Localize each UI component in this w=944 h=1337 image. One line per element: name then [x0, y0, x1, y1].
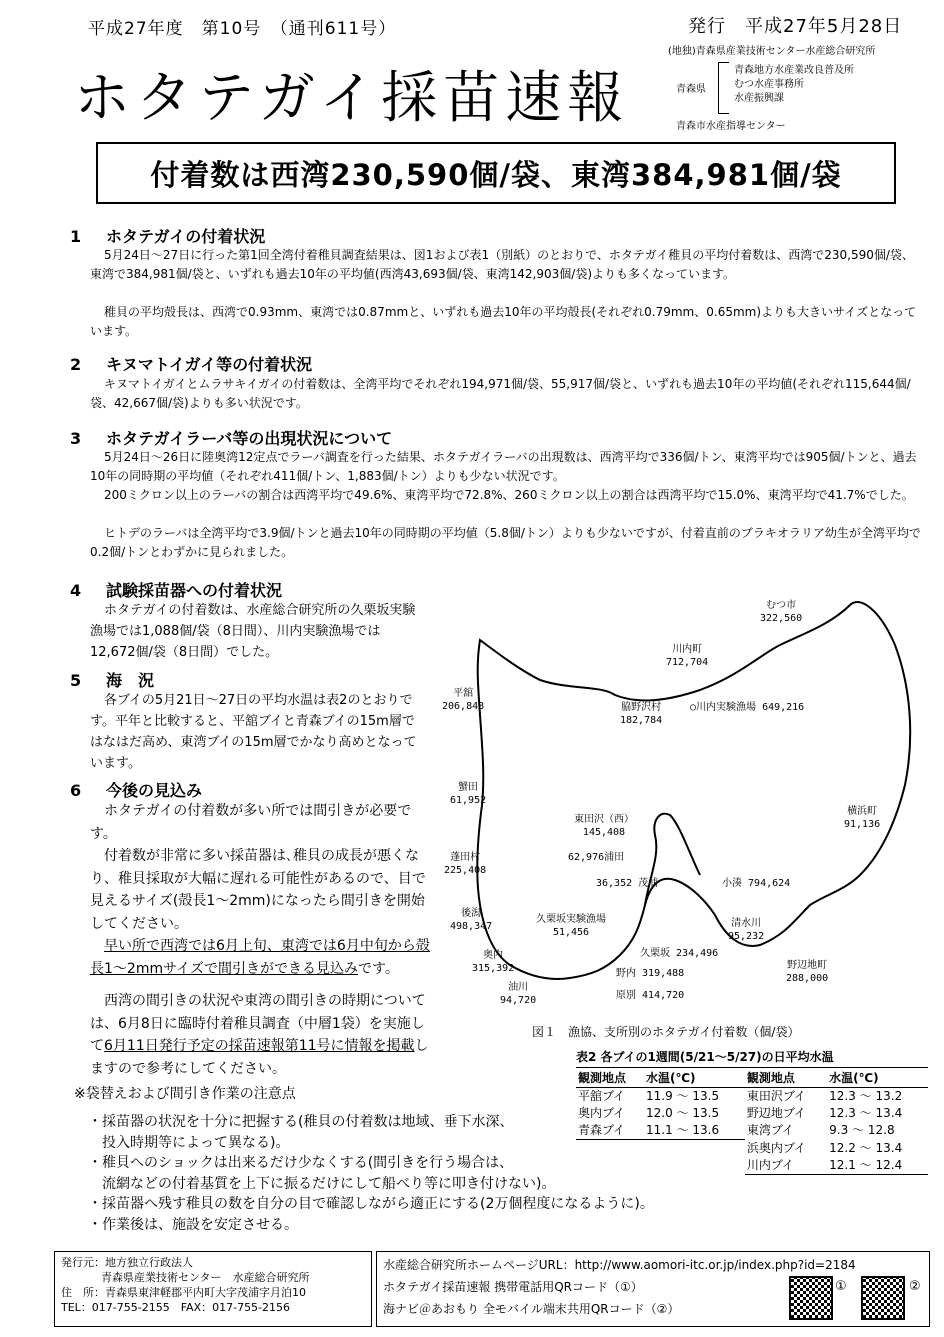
org-list [734, 64, 854, 106]
map-label-kawauchi-exp: ○川内実験漁場 649,216 [690, 702, 805, 713]
map-label-yokohama: 横浜町 91,136 [844, 806, 881, 830]
publisher-label: 発行元：地方独立行政法人 [61, 1256, 193, 1269]
table-title: 表2 各ブイの1週間(5/21～5/27)の日平均水温 [576, 1050, 834, 1064]
org-item: 青森地方水産業改良普及所 [734, 65, 854, 76]
qr2-label: 海ナビ＠あおもり 全モバイル端末共用QRコード（②） [383, 1302, 680, 1316]
table-row: 青森ブイ 11.1 ～ 13.6 東湾ブイ 9.3 ～ 12.8 [576, 1122, 928, 1140]
masthead-title: ホタテガイ採苗速報 [74, 66, 630, 131]
map-label-mutsu: むつ市 322,560 [760, 600, 803, 624]
section-3-para-1: 5月24日～26日に陸奥湾12定点でラーバ調査を行った結果、ホタテガイラーバの出現数は、西湾平均で336個/トン、東湾平均では905個/トンと、過去10年の同時期の平均値（それぞれ411個/トン、1,883個/トン）よりも少ない状況です。 [90, 450, 917, 483]
map-caption: 図１ 漁協、支所別のホタテガイ付着数（個/袋） [532, 1025, 800, 1039]
section-2-para-1: キヌマトイガイとムラサキイガイの付着数は、全湾平均でそれぞれ194,971個/袋、55,917個/袋と、いずれも過去10年の平均値(それぞれ115,644個/袋、42,667個/袋)よりも多い状況です。 [90, 377, 911, 410]
headline-box: 付着数は西湾230,590個/袋、東湾384,981個/袋 [96, 142, 896, 204]
notes-list [88, 1112, 654, 1235]
section-6-para-4: 西湾の間引きの状況や東湾の間引きの時期については、6月8日に臨時付着稚貝調査（中層1袋）を実施して6月11日発行予定の採苗速報第11号に情報を掲載しますので参考にしてください。 [90, 993, 429, 1077]
org-bracket [718, 62, 729, 114]
pref-label: 青森県 [676, 84, 706, 95]
table-row: 奥内ブイ 12.0 ～ 13.5 野辺地ブイ 12.3 ～ 13.4 [578, 1106, 903, 1120]
org-item: 水産振興課 [734, 93, 784, 104]
note-item: ・稚貝へのショックは出来るだけ少なくする(間引きを行う場合は、 [88, 1155, 514, 1171]
map-label-yomogita: 蓬田村 225,408 [444, 852, 487, 876]
section-3-para-2: 200ミクロン以上のラーバの割合は西湾平均で49.6%、東湾平均で72.8%、260ミクロン以上の割合は西湾平均で15.0%、東湾平均で41.7%でした。 [104, 488, 914, 502]
section-5-para-1: 各ブイの5月21日～27日の平均水温は表2のとおりです。平年と比較すると、平舘ブイと青森ブイの15m層ではなはだ高め、東湾ブイの15m層でかなり高めとなっています。 [90, 693, 417, 771]
publisher-tel: TEL：017-755-2155 FAX：017-755-2156 [61, 1301, 291, 1314]
map-label-urata: 62,976浦田 [568, 852, 625, 863]
table-header: 水温(℃) [644, 1068, 745, 1088]
section-4-para-1: ホタテガイの付着数は、水産総合研究所の久栗坂実験漁場では1,088個/袋（8日間）、川内実験漁場では12,672個/袋（8日間）でした。 [90, 603, 416, 660]
table-row: 平舘ブイ 11.9 ～ 13.5 東田沢ブイ 12.3 ～ 13.2 [578, 1089, 903, 1103]
org-item: むつ水産事務所 [734, 79, 804, 90]
map-label-okunai: 奥内 315,392 [472, 950, 515, 974]
publish-date: 発行 平成27年5月28日 [688, 16, 903, 37]
bay-map [440, 585, 940, 1015]
section-1-para-1: 5月24日～27日に行った第1回全湾付着稚貝調査結果は、図1および表1（別紙）のとおりで、ホタテガイ稚貝の平均付着数は、西湾で230,590個/袋、東湾で384,981個/袋と、いずれも過去10年の平均値(西湾43,693個/袋、東湾142,903個/袋)よりも多くなっています。 [90, 248, 914, 281]
section-3-para-3: ヒトデのラーバは全湾平均で3.9個/トンと過去10年の同時期の平均値（5.8個/トン）よりも少ないですが、付着直前のブラキオラリア幼生が全湾平均で0.2個/トンとわずかに見られました。 [90, 526, 921, 559]
section-2-heading: 2 キヌマトイガイ等の付着状況 [70, 355, 313, 374]
publisher-address: 住 所：青森県東津軽郡平内町大字茂浦字月泊10 [61, 1286, 306, 1299]
publisher-name: 青森県産業技術センター 水産総合研究所 [101, 1271, 310, 1284]
issue-number: 平成27年度 第10号 （通刊611号） [88, 19, 397, 39]
table-header: 水温(℃) [827, 1068, 928, 1088]
map-label-noheji: 野辺地町 288,000 [786, 960, 829, 984]
note-item: ・採苗器の状況を十分に把握する(稚貝の付着数は地域、垂下水深、 [88, 1114, 514, 1130]
map-label-aburakawa: 油川 94,720 [500, 982, 537, 1006]
org-city: 青森市水産指導センター [676, 121, 786, 132]
section-3-heading: 3 ホタテガイラーバ等の出現状況について [70, 429, 393, 448]
section-6-para-3: 早い所で西湾では6月上旬、東湾では6月中旬から殻長1～2mmサイズで間引きができる見込みです。 [90, 938, 430, 977]
table-header: 観測地点 [745, 1068, 827, 1088]
qr1-mark: ① [835, 1279, 847, 1294]
footer-publisher [54, 1251, 372, 1327]
qr2-mark: ② [909, 1279, 921, 1294]
section-1-para-2: 稚貝の平均殻長は、西湾で0.93mm、東湾では0.87mmと、いずれも過去10年の平均殻長(それぞれ0.79mm、0.65mm)よりも大きいサイズとなっています。 [90, 305, 917, 338]
map-label-kawauchi: 川内町 712,704 [666, 644, 709, 668]
table-row: 川内ブイ 12.1 ～ 12.4 [576, 1157, 928, 1175]
section-5-heading: 5 海 況 [70, 671, 155, 690]
water-temp-table [576, 1048, 928, 1175]
map-label-shimizugawa: 清水川 95,232 [728, 918, 765, 942]
note-item: 投入時期等によって異なる)。 [102, 1134, 290, 1151]
section-4-heading: 4 試験採苗器への付着状況 [70, 581, 283, 600]
footer-links [376, 1251, 930, 1327]
map-label-nonai: 野内 319,488 [616, 968, 685, 979]
map-label-wakinosawa: 脇野沢村 182,784 [620, 702, 663, 726]
table-header-row [576, 1068, 928, 1088]
map-label-kanita: 蟹田 61,952 [450, 782, 487, 806]
section-6-para-2: 付着数が非常に多い採苗器は､稚貝の成長が悪くなり、稚貝採取が大幅に遅れる可能性があるので、目で見えるサイズ(殻長1～2mm)になったら間引きを開始してください。 [90, 848, 426, 932]
map-label-harabetsu: 原別 414,720 [616, 990, 685, 1001]
map-label-kuguriza-exp: 久栗坂実験漁場 51,456 [536, 914, 606, 938]
section-6-para-1: ホタテガイの付着数が多い所では間引きが必要です。 [90, 803, 412, 842]
map-label-higashitazawa: 東田沢（西） 145,408 [574, 814, 634, 838]
org-main: (地独)青森県産業技術センター水産総合研究所 [668, 46, 876, 57]
homepage-url[interactable]: 水産総合研究所ホームページURL：http://www.aomori-itc.or.jp/index.php?id=2184 [383, 1258, 856, 1272]
section-1-heading: 1 ホタテガイの付着状況 [70, 227, 266, 246]
map-label-moura: 36,352 茂浦 [596, 878, 659, 889]
map-label-kuguriza: 久栗坂 234,496 [640, 948, 719, 959]
table-row: 浜奥内ブイ 12.2 ～ 13.4 [746, 1140, 903, 1155]
note-item: ・作業後は、施設を安定させる。 [88, 1216, 298, 1233]
note-item: ・採苗器へ残す稚貝の数を自分の目で確認しながら適正にする(2万個程度になるように)。 [88, 1196, 654, 1212]
map-label-tairadate: 平舘 206,848 [442, 688, 485, 712]
section-6-heading: 6 今後の見込み [70, 781, 203, 800]
qr-code-2[interactable] [861, 1276, 905, 1320]
qr-code-1[interactable] [789, 1276, 833, 1320]
map-label-kominato: 小湊 794,624 [722, 878, 791, 889]
note-item: 流網などの付着基質を上下に振るだけにして船べり等に叩き付けない)。 [102, 1175, 556, 1192]
qr1-label: ホタテガイ採苗速報 携帯電話用QRコード（①） [383, 1280, 643, 1294]
notes-title: ※袋替えおよび間引き作業の注意点 [74, 1086, 296, 1102]
table-header: 観測地点 [576, 1068, 644, 1088]
map-label-ushirogata: 後潟 498,347 [450, 908, 493, 932]
